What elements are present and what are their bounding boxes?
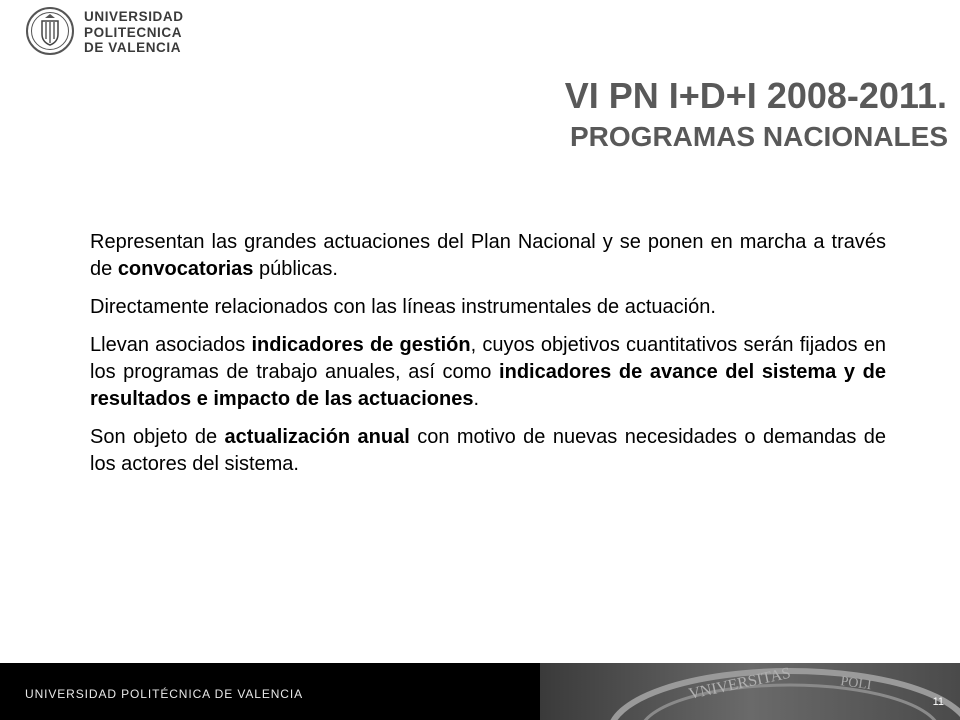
footer-university-name: UNIVERSIDAD POLITÉCNICA DE VALENCIA [25, 687, 304, 701]
svg-text:VNIVERSITAS: VNIVERSITAS [687, 664, 793, 703]
svg-text:POLI: POLI [839, 674, 873, 694]
text-segment: públicas. [253, 258, 338, 280]
paragraph [90, 229, 886, 283]
paragraph [90, 424, 886, 478]
logo-line: UNIVERSIDAD [84, 9, 184, 24]
footer-bar [0, 663, 960, 720]
page-number: 11 [932, 696, 944, 708]
text-segment: Son objeto de [90, 426, 225, 448]
bold-text-segment: actualización anual [224, 426, 410, 448]
seal-photo-decoration [540, 663, 960, 720]
text-segment: . [473, 388, 480, 410]
slide-body [90, 229, 886, 489]
paragraph [90, 332, 886, 413]
logo-wordmark [84, 9, 184, 56]
bold-text-segment: convocatorias [117, 258, 254, 280]
text-segment: con motivo de nuevas necesidades o demandas de los actores del sistema. [90, 426, 887, 475]
text-segment: Representan las grandes actuaciones del Plan Nacional y se ponen en marcha a través de [90, 231, 886, 280]
text-segment: Llevan asociados [90, 334, 252, 356]
title-line-2: PROGRAMAS NACIONALES [569, 121, 948, 152]
text-segment: , cuyos objetivos cuantitativos serán fijados en los programas de trabajo anuales, así como [90, 334, 886, 383]
bold-text-segment: indicadores de gestión [251, 334, 471, 356]
paragraph [90, 294, 886, 321]
title-line-1: VI PN I+D+I 2008-2011. [564, 75, 947, 116]
university-seal-icon [25, 6, 75, 56]
text-segment: Directamente relacionados con las líneas instrumentales de actuación. [90, 296, 716, 318]
slide-title [565, 75, 948, 154]
bold-text-segment: indicadores de avance del sistema y de resultados e impacto de las actuaciones [90, 361, 886, 410]
logo-line: DE VALENCIA [84, 40, 182, 55]
university-logo [25, 6, 185, 60]
logo-line: POLITECNICA [84, 24, 183, 40]
